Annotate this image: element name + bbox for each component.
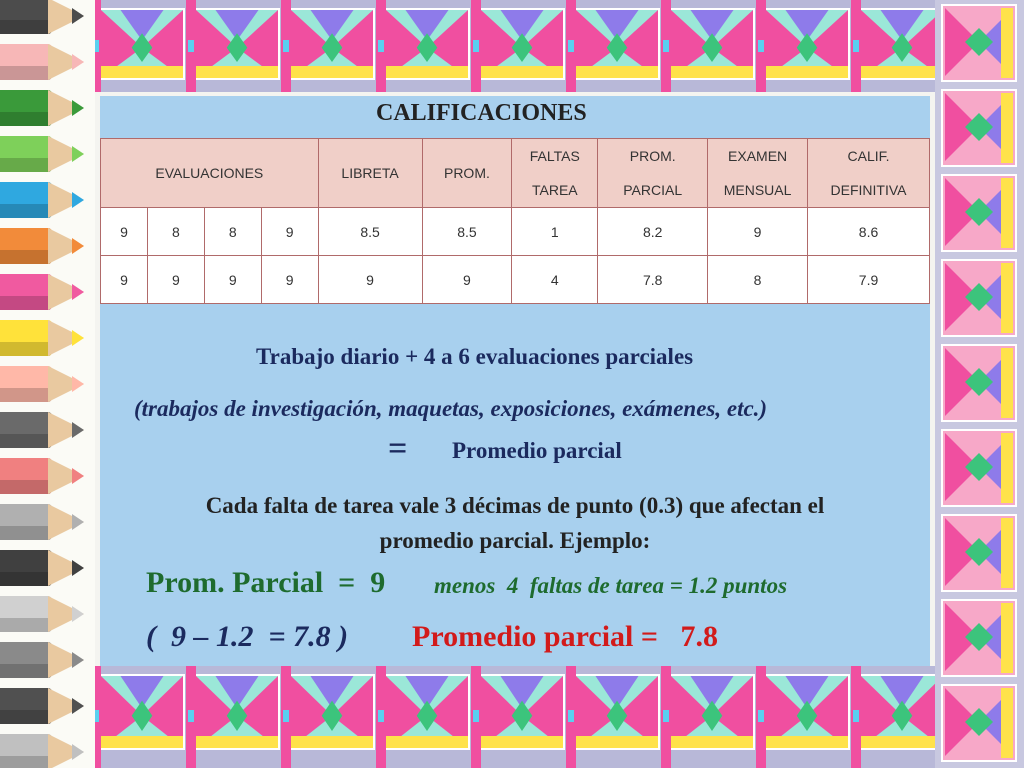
table-cell: 9 — [204, 256, 261, 304]
header-calif-line1: CALIF. — [847, 148, 890, 164]
header-prom-parcial-line1: PROM. — [629, 148, 676, 164]
table-cell: 8.5 — [422, 208, 512, 256]
pencil-icon — [0, 592, 95, 636]
table-cell: 8.2 — [598, 208, 708, 256]
grades-table — [100, 138, 930, 304]
pencil-icon — [0, 408, 95, 452]
pencil-icon — [0, 638, 95, 682]
text-ejemplo: promedio parcial. Ejemplo: — [379, 528, 651, 553]
table-cell: 1 — [512, 208, 598, 256]
pencils-decoration — [0, 0, 95, 768]
header-calif-line2: DEFINITIVA — [830, 182, 907, 198]
header-faltas-line1: FALTAS — [529, 148, 580, 164]
text-trabajos-lista: (trabajos de investigación, maquetas, exposiciones, exámenes, etc.) — [134, 396, 768, 421]
table-cell: 8 — [204, 208, 261, 256]
pencil-icon — [0, 454, 95, 498]
pencil-icon — [0, 132, 95, 176]
pencil-icon — [0, 86, 95, 130]
table-cell: 9 — [318, 256, 422, 304]
table-cell: 9 — [261, 208, 318, 256]
table-cell: 8 — [708, 256, 808, 304]
header-faltas-line2: TAREA — [532, 182, 578, 198]
header-prom-parcial — [598, 139, 708, 208]
pencil-icon — [0, 40, 95, 84]
table-cell: 7.8 — [598, 256, 708, 304]
pencil-icon — [0, 730, 95, 768]
pencil-icon — [0, 224, 95, 268]
text-calculo: ( 9 – 1.2 = 7.8 ) — [146, 620, 349, 653]
pencil-icon — [0, 316, 95, 360]
table-cell: 4 — [512, 256, 598, 304]
text-resultado: Promedio parcial = 7.8 — [412, 620, 718, 653]
header-evaluaciones: EVALUACIONES — [101, 139, 319, 208]
table-cell: 8 — [147, 208, 204, 256]
table-heading: CALIFICACIONES — [376, 100, 587, 126]
table-row — [101, 256, 930, 304]
table-cell: 9 — [708, 208, 808, 256]
pencil-icon — [0, 500, 95, 544]
table-cell: 7.9 — [808, 256, 930, 304]
text-prom-parcial-ejemplo: Prom. Parcial = 9 — [146, 566, 386, 599]
table-cell: 9 — [147, 256, 204, 304]
header-examen-line2: MENSUAL — [723, 182, 792, 198]
pencil-icon — [0, 362, 95, 406]
table-cell: 9 — [261, 256, 318, 304]
border-top-pattern — [95, 0, 1024, 92]
border-bottom-pattern — [95, 666, 1024, 768]
header-prom-parcial-line2: PARCIAL — [623, 182, 683, 198]
border-right-pattern — [935, 0, 1024, 768]
table-cell: 9 — [101, 256, 148, 304]
header-calif-definitiva — [808, 139, 930, 208]
table-cell: 8.5 — [318, 208, 422, 256]
table-row — [101, 208, 930, 256]
table-header-row — [101, 139, 930, 208]
pencil-icon — [0, 270, 95, 314]
header-examen-line1: EXAMEN — [728, 148, 788, 164]
pencil-icon — [0, 684, 95, 728]
equals-sign: = — [388, 430, 408, 467]
header-libreta: LIBRETA — [318, 139, 422, 208]
pencil-icon — [0, 178, 95, 222]
pencil-icon — [0, 546, 95, 590]
table-cell: 9 — [101, 208, 148, 256]
header-faltas-tarea — [512, 139, 598, 208]
header-prom: PROM. — [422, 139, 512, 208]
table-cell: 8.6 — [808, 208, 930, 256]
text-falta-tarea: Cada falta de tarea vale 3 décimas de punto (0.3) que afectan el — [205, 493, 825, 518]
pencil-icon — [0, 0, 95, 38]
text-menos-faltas: menos 4 faltas de tarea = 1.2 puntos — [434, 573, 788, 598]
text-promedio-parcial: Promedio parcial — [452, 438, 622, 463]
header-examen-mensual — [708, 139, 808, 208]
text-trabajo-diario: Trabajo diario + 4 a 6 evaluaciones parciales — [256, 344, 694, 369]
table-cell: 9 — [422, 256, 512, 304]
